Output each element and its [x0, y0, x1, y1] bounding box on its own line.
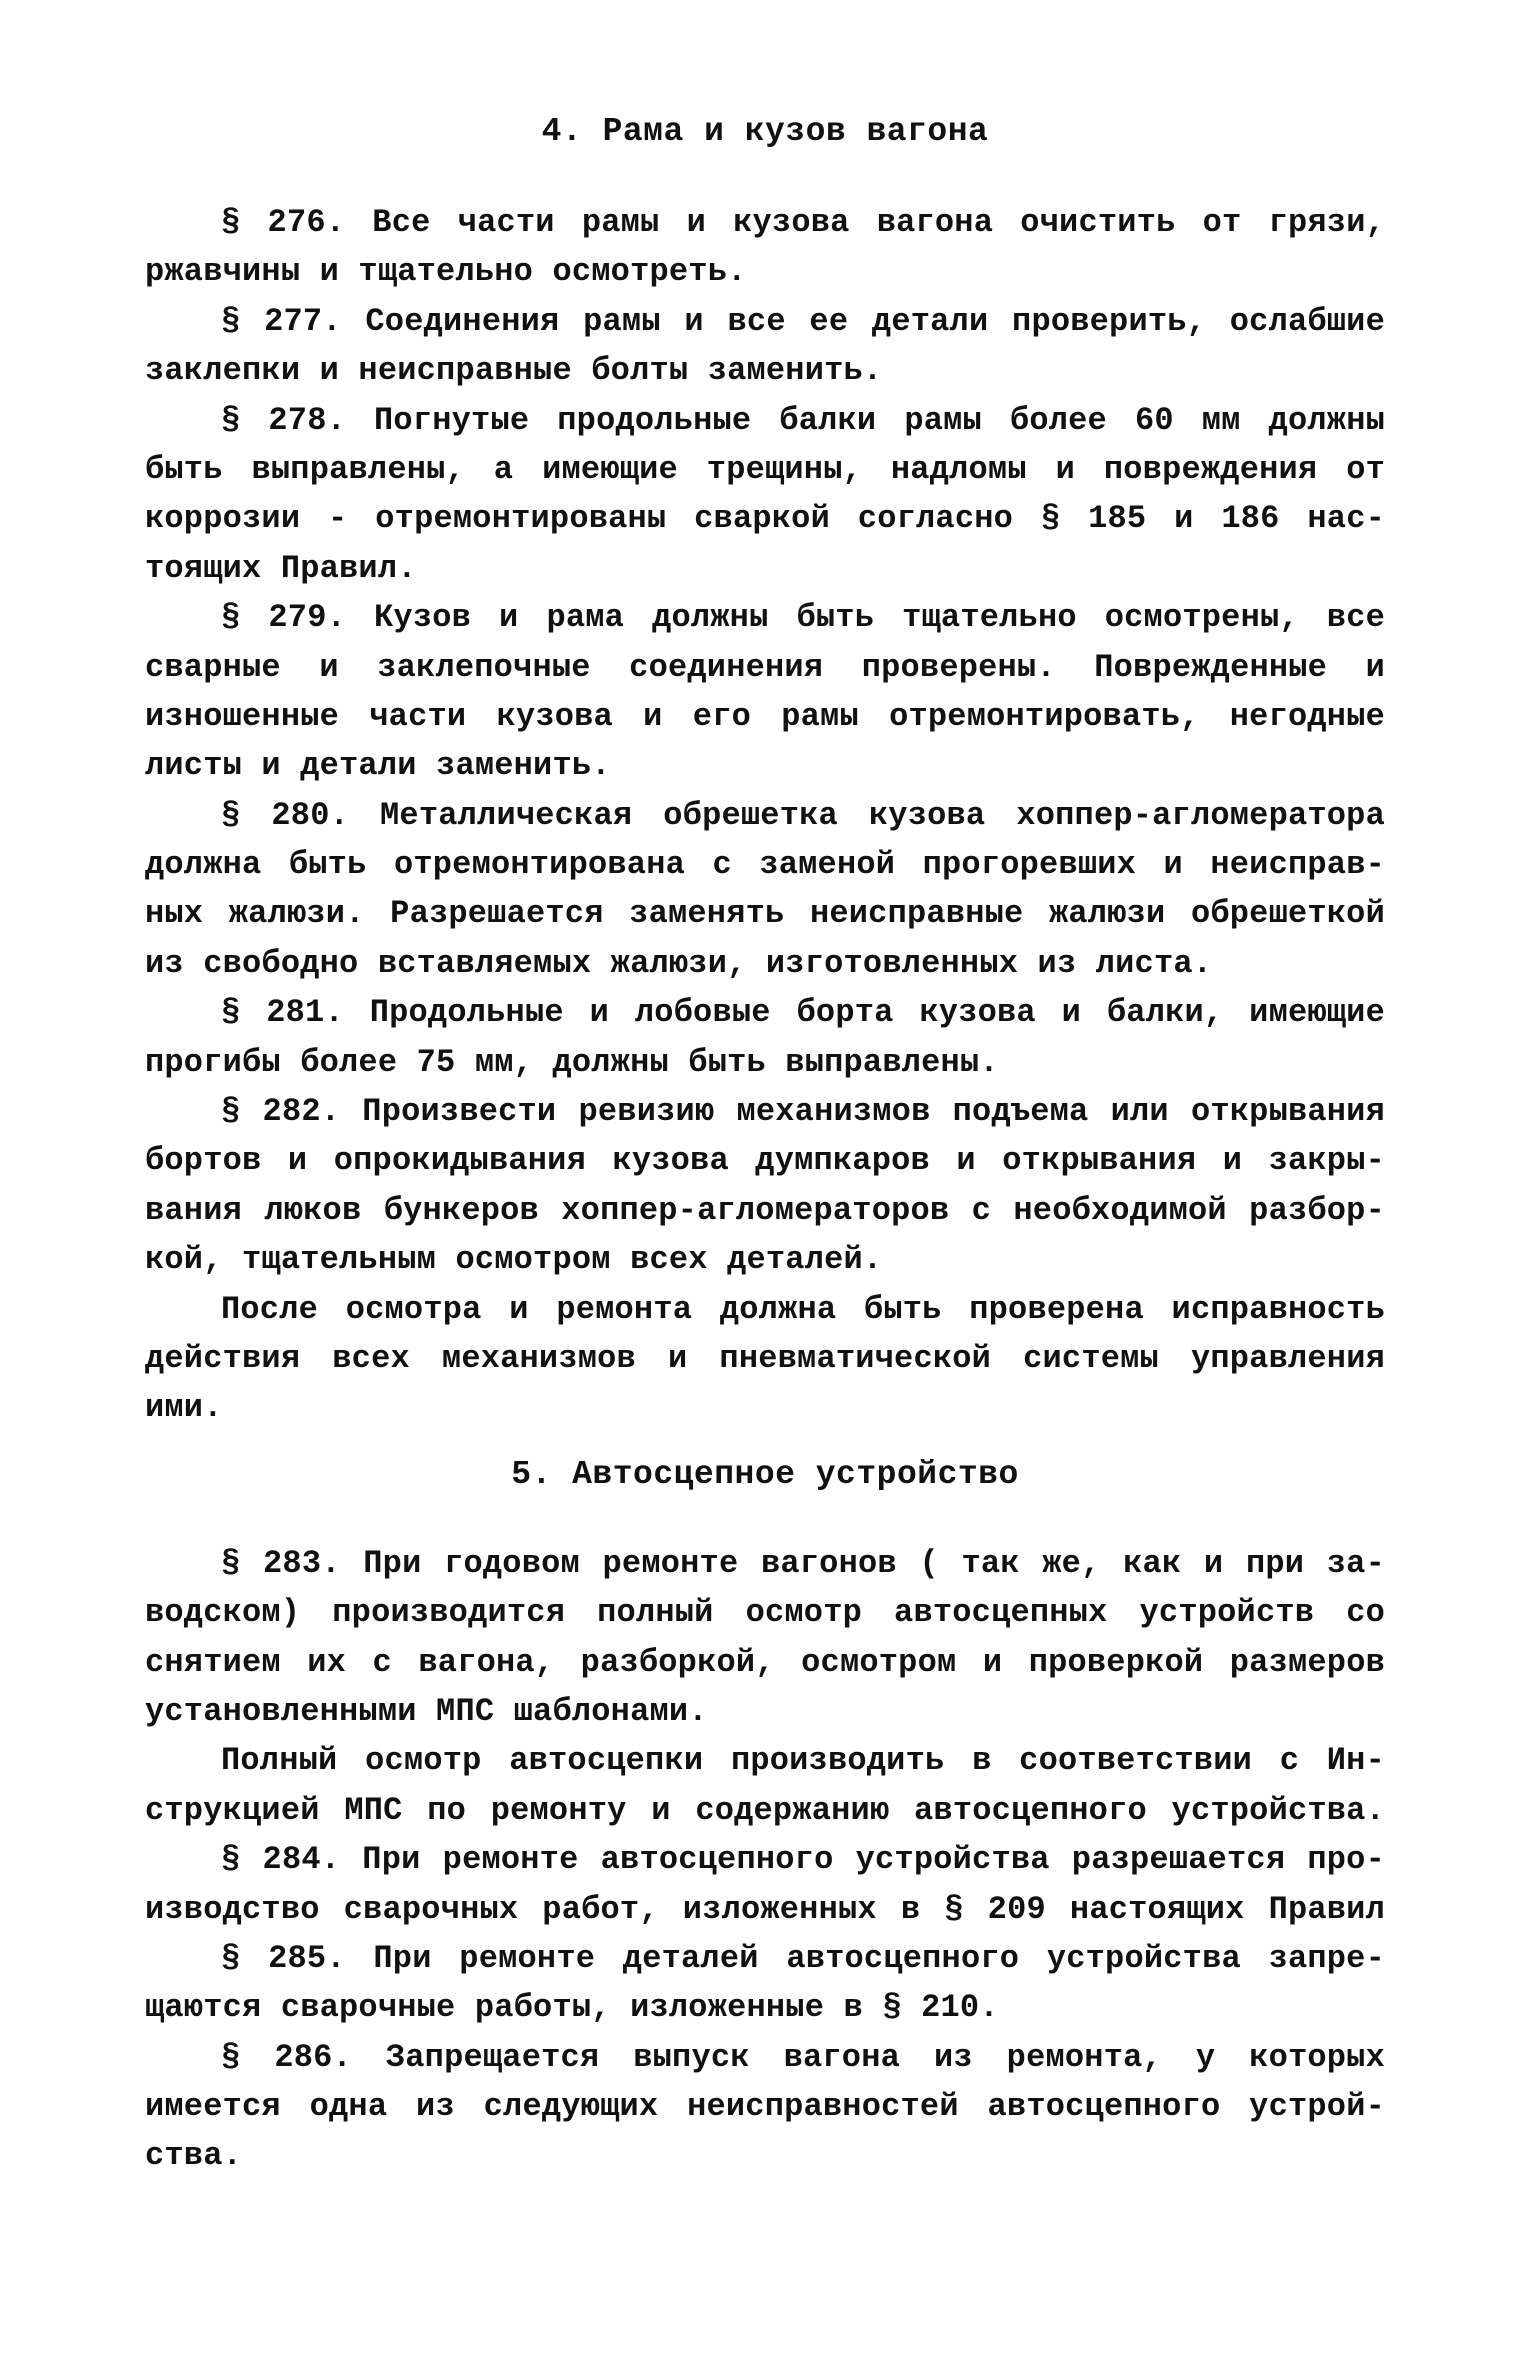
text-line: § 286. Запрещается выпуск вагона из ремонта, у которых — [221, 2038, 1385, 2076]
text-line: действия всех механизмов и пневматической системы управления — [145, 1339, 1385, 1377]
text-line: § 282. Произвести ревизию механизмов подъема или открывания — [221, 1093, 1385, 1131]
text-line: щаются сварочные работы, изложенные в § 210. — [145, 1989, 999, 2027]
text-line: бортов и опрокидывания кузова думпкаров и открывания и закры- — [145, 1142, 1385, 1180]
section-4-heading: 4. Рама и кузов вагона — [541, 113, 989, 150]
text-line: § 284. При ремонте автосцепного устройства разрешается про- — [221, 1841, 1385, 1879]
document-page — [145, 108, 1385, 2181]
text-line: имеется одна из следующих неисправностей автосцепного устрой- — [145, 2088, 1385, 2126]
text-line: § 281. Продольные и лобовые борта кузова и балки, имеющие — [221, 994, 1385, 1032]
text-line: коррозии - отремонтированы сваркой согласно § 185 и 186 нас- — [145, 500, 1385, 538]
text-line: § 278. Погнутые продольные балки рамы более 60 мм должны — [221, 401, 1385, 439]
text-line: заклепки и неисправные болты заменить. — [145, 352, 883, 390]
section-5-body — [145, 1539, 1385, 2181]
text-line: Полный осмотр автосцепки производить в соответствии с Ин- — [221, 1742, 1385, 1780]
text-line: сварные и заклепочные соединения проверены. Поврежденные и — [145, 648, 1385, 686]
text-line: После осмотра и ремонта должна быть проверена исправность — [221, 1290, 1385, 1328]
text-line: листы и детали заменить. — [145, 747, 611, 785]
text-line: изношенные части кузова и его рамы отремонтировать, негодные — [145, 697, 1385, 735]
text-line: § 276. Все части рамы и кузова вагона очистить от грязи, — [221, 204, 1385, 241]
text-line: § 283. При годовом ремонте вагонов ( так же, как и при за- — [221, 1544, 1385, 1582]
text-line: ных жалюзи. Разрешается заменять неисправные жалюзи обрешеткой — [145, 895, 1385, 933]
section-5-heading: 5. Автосцепное устройство — [511, 1455, 1019, 1493]
text-line: ими. — [145, 1389, 223, 1427]
text-line: из свободно вставляемых жалюзи, изготовленных из листа. — [145, 944, 1213, 982]
section-4-body — [145, 198, 1385, 1433]
text-line: снятием их с вагона, разборкой, осмотром и проверкой размеров — [145, 1643, 1385, 1681]
text-line: § 285. При ремонте деталей автосцепного устройства запре- — [221, 1939, 1385, 1977]
text-line: ржавчины и тщательно осмотреть. — [145, 253, 747, 291]
text-line: изводство сварочных работ, изложенных в § 209 настоящих Правил — [145, 1890, 1385, 1928]
text-line: § 279. Кузов и рама должны быть тщательно осмотрены, все — [221, 599, 1385, 637]
text-line: ства. — [145, 2137, 243, 2175]
text-line: водском) производится полный осмотр автосцепных устройств со — [145, 1594, 1385, 1632]
text-line: кой, тщательным осмотром всех деталей. — [145, 1241, 883, 1279]
text-line: § 277. Соединения рамы и все ее детали проверить, ослабшие — [221, 302, 1385, 340]
text-line: струкцией МПС по ремонту и содержанию автосцепного устройства. — [145, 1791, 1385, 1829]
text-line: § 280. Металлическая обрешетка кузова хоппер-агломератора — [221, 796, 1385, 834]
text-line: вания люков бункеров хоппер-агломераторов с необходимой разбор- — [145, 1191, 1385, 1229]
text-line: быть выправлены, а имеющие трещины, надломы и повреждения от — [145, 450, 1385, 488]
text-line: установленными МПС шаблонами. — [145, 1692, 708, 1730]
text-line: должна быть отремонтирована с заменой прогоревших и неиспрaв- — [145, 846, 1385, 884]
text-line: прогибы более 75 мм, должны быть выправлены. — [145, 1043, 999, 1081]
text-line: тоящих Правил. — [145, 549, 417, 587]
